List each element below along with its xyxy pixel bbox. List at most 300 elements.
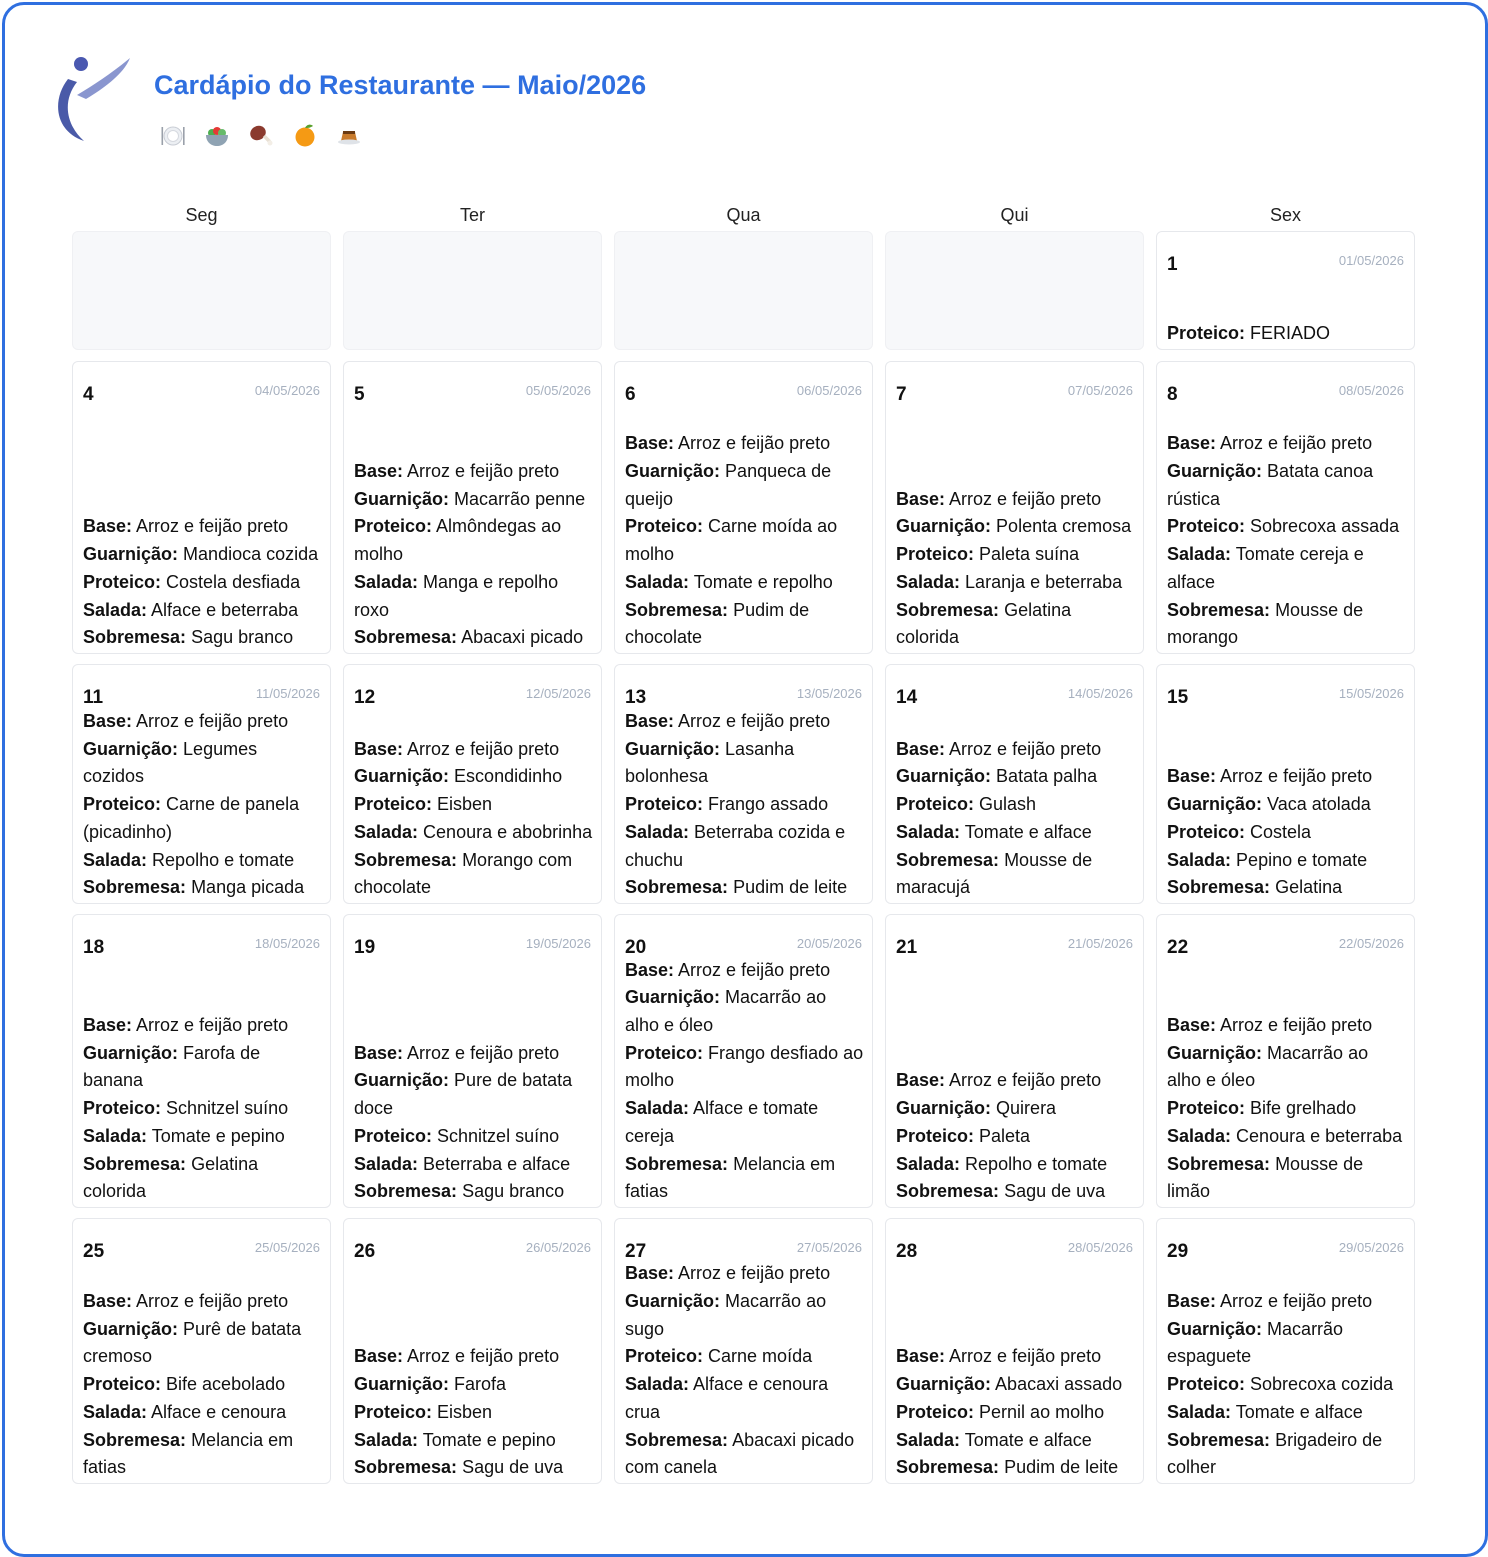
menu-item-sobremesa — [1167, 1151, 1406, 1206]
pudding-dessert-icon — [336, 122, 362, 148]
menu-item-base — [354, 736, 593, 764]
menu-item-sobremesa — [896, 597, 1135, 652]
menu-label-guarnicao: Guarnição: — [896, 766, 992, 787]
menu-list — [625, 1260, 864, 1482]
menu-list — [625, 430, 864, 652]
menu-item-proteico — [625, 1040, 864, 1095]
menu-label-sobremesa: Sobremesa: — [83, 1429, 187, 1450]
menu-value-proteico: Eisben — [437, 1401, 493, 1422]
menu-label-base: Base: — [354, 738, 404, 759]
menu-label-guarnicao: Guarnição: — [354, 488, 450, 509]
menu-item-proteico — [354, 1123, 593, 1151]
menu-item-base — [896, 486, 1135, 514]
menu-label-proteico: Proteico: — [83, 1098, 162, 1119]
menu-list — [896, 1067, 1135, 1206]
menu-label-base: Base: — [1167, 766, 1217, 787]
menu-list — [83, 708, 322, 902]
menu-item-base — [83, 1012, 322, 1040]
menu-label-salada: Salada: — [83, 1125, 148, 1146]
menu-item-proteico — [1167, 320, 1406, 348]
menu-label-sobremesa: Sobremesa: — [83, 1153, 187, 1174]
menu-label-salada: Salada: — [354, 571, 419, 592]
menu-item-proteico — [1167, 1371, 1406, 1399]
menu-value-base: Arroz e feijão preto — [407, 1346, 560, 1367]
menu-label-guarnicao: Guarnição: — [1167, 461, 1263, 482]
menu-label-sobremesa: Sobremesa: — [896, 849, 1000, 870]
menu-item-salada — [1167, 541, 1406, 596]
menu-value-proteico: Pernil ao molho — [979, 1401, 1105, 1422]
menu-label-proteico: Proteico: — [896, 544, 975, 565]
day-date: 06/05/2026 — [796, 383, 862, 398]
menu-label-sobremesa: Sobremesa: — [625, 1153, 729, 1174]
menu-value-base: Arroz e feijão preto — [949, 1070, 1102, 1091]
menu-item-proteico — [896, 1399, 1135, 1427]
menu-label-proteico: Proteico: — [1167, 1374, 1246, 1395]
menu-label-proteico: Proteico: — [1167, 1098, 1246, 1119]
menu-value-proteico: Costela — [1250, 821, 1312, 842]
menu-label-base: Base: — [83, 1291, 133, 1312]
day-number: 12 — [354, 687, 376, 708]
menu-label-sobremesa: Sobremesa: — [1167, 1429, 1271, 1450]
day-number: 4 — [83, 384, 94, 405]
menu-label-guarnicao: Guarnição: — [896, 516, 992, 537]
menu-label-sobremesa: Sobremesa: — [896, 599, 1000, 620]
menu-item-base — [625, 708, 864, 736]
menu-item-sobremesa — [625, 874, 864, 902]
menu-value-sobremesa: Sagu de uva — [462, 1457, 564, 1478]
menu-label-proteico: Proteico: — [354, 794, 433, 815]
menu-value-sobremesa: Gelatina colorida — [896, 599, 1072, 648]
menu-value-guarnicao: Lasanha bolonhesa — [625, 738, 795, 787]
page-title: Cardápio do Restaurante — Maio/2026 — [154, 70, 647, 100]
menu-value-base: Arroz e feijão preto — [136, 1291, 289, 1312]
menu-list — [1167, 430, 1406, 652]
menu-label-proteico: Proteico: — [1167, 516, 1246, 537]
menu-value-guarnicao: Polenta cremosa — [996, 516, 1132, 537]
menu-value-salada: Tomate e alface — [964, 821, 1092, 842]
menu-value-salada: Repolho e tomate — [152, 849, 295, 870]
day-cell[interactable] — [72, 1218, 331, 1484]
menu-label-guarnicao: Guarnição: — [354, 1070, 450, 1091]
menu-value-salada: Alface e cenoura — [151, 1401, 287, 1422]
menu-list — [354, 736, 593, 902]
menu-item-proteico — [1167, 1095, 1406, 1123]
menu-label-salada: Salada: — [83, 849, 148, 870]
menu-label-salada: Salada: — [1167, 544, 1232, 565]
orange-fruit-icon — [292, 122, 318, 148]
menu-value-guarnicao: Mandioca cozida — [183, 544, 319, 565]
menu-item-salada — [896, 1427, 1135, 1455]
menu-list — [896, 486, 1135, 652]
menu-value-sobremesa: Melancia em fatias — [625, 1153, 836, 1202]
menu-list — [83, 1288, 322, 1482]
day-cell[interactable] — [1156, 664, 1415, 904]
menu-value-salada: Repolho e tomate — [965, 1153, 1108, 1174]
menu-label-guarnicao: Guarnição: — [896, 1098, 992, 1119]
day-date: 15/05/2026 — [1338, 686, 1404, 701]
weekday-header: Ter — [459, 205, 485, 225]
day-number: 21 — [896, 937, 918, 958]
menu-label-salada: Salada: — [354, 1153, 419, 1174]
menu-value-guarnicao: Macarrão ao alho e óleo — [625, 987, 827, 1036]
menu-value-sobremesa: Mousse de maracujá — [896, 849, 1093, 898]
menu-label-guarnicao: Guarnição: — [625, 461, 721, 482]
menu-list — [625, 708, 864, 902]
menu-label-salada: Salada: — [354, 1429, 419, 1450]
menu-value-proteico: Carne moída ao molho — [625, 516, 838, 565]
menu-label-proteico: Proteico: — [83, 1374, 162, 1395]
day-cell[interactable] — [885, 914, 1144, 1208]
menu-value-salada: Manga e repolho roxo — [354, 571, 559, 620]
day-cell[interactable] — [1156, 231, 1415, 350]
menu-value-guarnicao: Vaca atolada — [1267, 794, 1371, 815]
day-date: 12/05/2026 — [525, 686, 591, 701]
day-cell[interactable] — [614, 664, 873, 904]
menu-item-salada — [625, 1371, 864, 1426]
empty-day-cell — [885, 231, 1144, 350]
menu-item-salada — [625, 1095, 864, 1150]
menu-label-proteico: Proteico: — [1167, 821, 1246, 842]
day-number: 8 — [1167, 384, 1178, 405]
menu-label-base: Base: — [1167, 1015, 1217, 1036]
menu-value-base: Arroz e feijão preto — [136, 1015, 289, 1036]
menu-label-sobremesa: Sobremesa: — [1167, 1153, 1271, 1174]
menu-label-sobremesa: Sobremesa: — [354, 849, 458, 870]
menu-item-sobremesa — [1167, 597, 1406, 652]
day-date: 22/05/2026 — [1338, 936, 1404, 951]
menu-item-base — [83, 513, 322, 541]
menu-label-salada: Salada: — [83, 1401, 148, 1422]
day-cell[interactable] — [1156, 914, 1415, 1208]
menu-item-guarnicao — [1167, 1040, 1406, 1095]
menu-label-guarnicao: Guarnição: — [625, 1291, 721, 1312]
menu-value-guarnicao: Escondidinho — [454, 766, 563, 787]
menu-label-proteico: Proteico: — [625, 1346, 704, 1367]
menu-label-guarnicao: Guarnição: — [625, 987, 721, 1008]
day-number: 18 — [83, 937, 105, 958]
menu-item-proteico — [1167, 819, 1406, 847]
day-number: 25 — [83, 1241, 105, 1262]
menu-label-base: Base: — [896, 1070, 946, 1091]
menu-item-proteico — [83, 1095, 322, 1123]
menu-value-guarnicao: Batata canoa rústica — [1167, 461, 1374, 509]
day-date: 26/05/2026 — [525, 1240, 591, 1255]
menu-label-base: Base: — [625, 711, 675, 732]
menu-value-salada: Cenoura e abobrinha — [423, 821, 593, 842]
day-number: 1 — [1167, 254, 1178, 275]
weekday-header: Qua — [726, 205, 761, 225]
menu-value-guarnicao: Legumes cozidos — [83, 738, 258, 787]
menu-value-proteico: FERIADO — [1250, 323, 1331, 344]
menu-item-salada — [896, 569, 1135, 597]
menu-item-sobremesa — [1167, 874, 1406, 902]
menu-label-guarnicao: Guarnição: — [83, 1318, 179, 1339]
menu-value-base: Arroz e feijão preto — [1220, 433, 1373, 454]
menu-value-salada: Cenoura e beterraba — [1236, 1125, 1403, 1146]
menu-value-sobremesa: Manga picada — [191, 877, 305, 898]
menu-item-sobremesa — [896, 1454, 1135, 1482]
menu-label-guarnicao: Guarnição: — [83, 738, 179, 759]
menu-label-sobremesa: Sobremesa: — [354, 627, 458, 648]
day-cell[interactable] — [885, 1218, 1144, 1484]
menu-item-guarnicao — [625, 458, 864, 513]
menu-item-proteico — [83, 1371, 322, 1399]
day-number: 5 — [354, 384, 365, 405]
menu-item-proteico — [354, 791, 593, 819]
menu-item-base — [354, 1040, 593, 1068]
menu-value-sobremesa: Pudim de chocolate — [625, 599, 810, 648]
menu-label-proteico: Proteico: — [625, 516, 704, 537]
day-number: 29 — [1167, 1241, 1189, 1262]
menu-value-proteico: Sobrecoxa assada — [1250, 516, 1400, 537]
menu-item-base — [896, 1343, 1135, 1371]
menu-list — [354, 1343, 593, 1482]
day-cell[interactable] — [343, 664, 602, 904]
menu-label-sobremesa: Sobremesa: — [83, 877, 187, 898]
menu-label-base: Base: — [896, 488, 946, 509]
menu-value-guarnicao: Pure de batata doce — [354, 1070, 573, 1119]
menu-label-salada: Salada: — [896, 571, 961, 592]
menu-value-proteico: Bife acebolado — [166, 1374, 286, 1395]
menu-list — [354, 458, 593, 652]
day-date: 07/05/2026 — [1067, 383, 1133, 398]
menu-value-sobremesa: Abacaxi picado com canela — [625, 1429, 855, 1478]
plate-cutlery-icon — [160, 122, 186, 148]
menu-label-salada: Salada: — [896, 821, 961, 842]
menu-value-sobremesa: Mousse de limão — [1167, 1153, 1364, 1202]
menu-label-guarnicao: Guarnição: — [896, 1374, 992, 1395]
day-date: 19/05/2026 — [525, 936, 591, 951]
menu-label-salada: Salada: — [1167, 849, 1232, 870]
menu-value-base: Arroz e feijão preto — [1220, 766, 1373, 787]
menu-value-proteico: Sobrecoxa cozida — [1250, 1374, 1394, 1395]
menu-value-proteico: Almôndegas ao molho — [354, 516, 562, 565]
menu-item-guarnicao — [625, 1288, 864, 1343]
day-date: 13/05/2026 — [796, 686, 862, 701]
menu-label-guarnicao: Guarnição: — [1167, 794, 1263, 815]
menu-value-sobremesa: Gelatina — [1275, 877, 1343, 898]
menu-label-proteico: Proteico: — [625, 794, 704, 815]
menu-value-proteico: Costela desfiada — [166, 571, 301, 592]
menu-item-base — [1167, 763, 1406, 791]
menu-item-salada — [625, 569, 864, 597]
day-cell[interactable] — [614, 1218, 873, 1484]
day-date: 20/05/2026 — [796, 936, 862, 951]
menu-value-base: Arroz e feijão preto — [1220, 1015, 1373, 1036]
menu-item-salada — [896, 819, 1135, 847]
menu-value-sobremesa: Melancia em fatias — [83, 1429, 294, 1478]
menu-item-sobremesa — [625, 1151, 864, 1206]
menu-item-base — [1167, 1012, 1406, 1040]
menu-value-guarnicao: Macarrão ao alho e óleo — [1167, 1042, 1369, 1091]
menu-label-proteico: Proteico: — [1167, 323, 1246, 344]
day-cell[interactable] — [343, 361, 602, 654]
menu-item-base — [83, 708, 322, 736]
menu-value-guarnicao: Purê de batata cremoso — [83, 1318, 302, 1367]
weekday-header: Seg — [185, 205, 218, 225]
menu-list — [1167, 1012, 1406, 1206]
menu-label-sobremesa: Sobremesa: — [354, 1181, 458, 1202]
menu-item-salada — [354, 1151, 593, 1179]
menu-value-sobremesa: Sagu branco — [191, 627, 294, 648]
menu-item-salada — [625, 819, 864, 874]
day-cell[interactable] — [614, 914, 873, 1208]
day-cell[interactable] — [885, 664, 1144, 904]
menu-item-guarnicao — [354, 486, 593, 514]
menu-label-guarnicao: Guarnição: — [625, 738, 721, 759]
menu-item-sobremesa — [625, 597, 864, 652]
salad-bowl-icon — [204, 122, 230, 148]
menu-value-base: Arroz e feijão preto — [678, 959, 831, 980]
menu-item-salada — [83, 597, 322, 625]
day-cell[interactable] — [343, 914, 602, 1208]
menu-value-salada: Beterraba cozida e chuchu — [625, 821, 846, 870]
menu-label-guarnicao: Guarnição: — [1167, 1042, 1263, 1063]
menu-label-base: Base: — [83, 711, 133, 732]
menu-item-sobremesa — [83, 624, 322, 652]
menu-value-salada: Pepino e tomate — [1236, 849, 1368, 870]
menu-label-proteico: Proteico: — [896, 1401, 975, 1422]
menu-label-base: Base: — [83, 1015, 133, 1036]
menu-item-salada — [1167, 847, 1406, 875]
menu-value-guarnicao: Farofa — [454, 1374, 507, 1395]
menu-value-salada: Tomate e pepino — [422, 1429, 556, 1450]
menu-value-base: Arroz e feijão preto — [949, 488, 1102, 509]
empty-day-cell — [343, 231, 602, 350]
menu-label-sobremesa: Sobremesa: — [625, 877, 729, 898]
menu-item-base — [625, 957, 864, 985]
menu-item-base — [1167, 430, 1406, 458]
day-date: 14/05/2026 — [1067, 686, 1133, 701]
day-date: 28/05/2026 — [1067, 1240, 1133, 1255]
day-number: 22 — [1167, 937, 1189, 958]
weekday-header: Qui — [1000, 205, 1029, 225]
empty-day-cell — [72, 231, 331, 350]
menu-item-guarnicao — [625, 984, 864, 1039]
menu-item-sobremesa — [354, 1178, 593, 1206]
meat-drumstick-icon — [248, 122, 274, 148]
menu-label-salada: Salada: — [896, 1429, 961, 1450]
menu-value-sobremesa: Morango com chocolate — [354, 849, 573, 898]
menu-label-proteico: Proteico: — [83, 571, 162, 592]
menu-label-guarnicao: Guarnição: — [83, 544, 179, 565]
day-number: 28 — [896, 1241, 918, 1262]
weekday-header: Sex — [1269, 205, 1302, 225]
menu-item-proteico — [625, 513, 864, 568]
day-date: 01/05/2026 — [1338, 253, 1404, 268]
menu-label-sobremesa: Sobremesa: — [1167, 599, 1271, 620]
menu-item-guarnicao — [83, 736, 322, 791]
menu-value-guarnicao: Quirera — [996, 1098, 1057, 1119]
logo-icon — [50, 55, 132, 143]
menu-label-base: Base: — [625, 433, 675, 454]
menu-value-sobremesa: Pudim de leite — [1004, 1457, 1119, 1478]
menu-label-proteico: Proteico: — [354, 1125, 433, 1146]
menu-value-base: Arroz e feijão preto — [407, 738, 560, 759]
menu-value-proteico: Schnitzel suíno — [437, 1125, 560, 1146]
menu-value-sobremesa: Gelatina colorida — [83, 1153, 259, 1202]
menu-value-salada: Tomate e alface — [1235, 1401, 1363, 1422]
menu-value-sobremesa: Brigadeiro de colher — [1167, 1429, 1383, 1478]
menu-label-guarnicao: Guarnição: — [354, 766, 450, 787]
menu-label-sobremesa: Sobremesa: — [625, 1429, 729, 1450]
menu-value-salada: Tomate e repolho — [693, 571, 833, 592]
menu-item-guarnicao — [83, 1316, 322, 1371]
menu-item-salada — [354, 569, 593, 624]
menu-item-base — [1167, 1288, 1406, 1316]
menu-item-guarnicao — [896, 763, 1135, 791]
menu-item-guarnicao — [625, 736, 864, 791]
day-cell[interactable] — [1156, 361, 1415, 654]
menu-item-guarnicao — [83, 541, 322, 569]
day-date: 25/05/2026 — [254, 1240, 320, 1255]
day-cell[interactable] — [72, 664, 331, 904]
day-cell[interactable] — [1156, 1218, 1415, 1484]
menu-item-sobremesa — [83, 1151, 322, 1206]
day-date: 27/05/2026 — [796, 1240, 862, 1255]
empty-day-cell — [614, 231, 873, 350]
menu-item-guarnicao — [896, 1095, 1135, 1123]
menu-label-salada: Salada: — [354, 821, 419, 842]
menu-list — [83, 513, 322, 652]
menu-label-sobremesa: Sobremesa: — [896, 1457, 1000, 1478]
day-date: 29/05/2026 — [1338, 1240, 1404, 1255]
menu-label-salada: Salada: — [1167, 1125, 1232, 1146]
menu-item-guarnicao — [354, 763, 593, 791]
menu-list — [896, 736, 1135, 902]
day-cell[interactable] — [885, 361, 1144, 654]
menu-value-guarnicao: Panqueca de queijo — [625, 461, 832, 509]
menu-item-sobremesa — [1167, 1427, 1406, 1482]
menu-item-sobremesa — [625, 1427, 864, 1482]
day-number: 11 — [83, 687, 104, 708]
menu-value-base: Arroz e feijão preto — [136, 516, 289, 537]
day-number: 20 — [625, 937, 647, 958]
day-number: 7 — [896, 384, 907, 405]
menu-value-salada: Tomate cereja e alface — [1167, 544, 1364, 592]
menu-item-sobremesa — [354, 1454, 593, 1482]
menu-value-sobremesa: Abacaxi picado — [461, 627, 584, 648]
menu-value-salada: Alface e cenoura crua — [625, 1374, 829, 1422]
menu-label-base: Base: — [896, 1346, 946, 1367]
day-cell[interactable] — [343, 1218, 602, 1484]
menu-item-sobremesa — [354, 847, 593, 902]
day-cell[interactable] — [72, 914, 331, 1208]
menu-item-base — [354, 1343, 593, 1371]
day-date: 04/05/2026 — [254, 383, 320, 398]
menu-label-salada: Salada: — [625, 821, 690, 842]
menu-value-base: Arroz e feijão preto — [678, 433, 831, 454]
menu-label-base: Base: — [354, 1042, 404, 1063]
menu-item-sobremesa — [896, 847, 1135, 902]
menu-item-salada — [1167, 1123, 1406, 1151]
day-cell[interactable] — [614, 361, 873, 654]
menu-list — [1167, 1288, 1406, 1482]
menu-item-base — [896, 736, 1135, 764]
menu-value-salada: Beterraba e alface — [423, 1153, 571, 1174]
day-date: 21/05/2026 — [1067, 936, 1133, 951]
menu-label-sobremesa: Sobremesa: — [896, 1181, 1000, 1202]
menu-item-salada — [83, 847, 322, 875]
menu-value-guarnicao: Abacaxi assado — [995, 1374, 1123, 1395]
menu-list — [896, 1343, 1135, 1482]
menu-value-base: Arroz e feijão preto — [1220, 1291, 1373, 1312]
menu-value-guarnicao: Macarrão espaguete — [1167, 1318, 1344, 1367]
menu-item-proteico — [625, 791, 864, 819]
day-cell[interactable] — [72, 361, 331, 654]
day-number: 19 — [354, 937, 376, 958]
menu-item-proteico — [896, 541, 1135, 569]
